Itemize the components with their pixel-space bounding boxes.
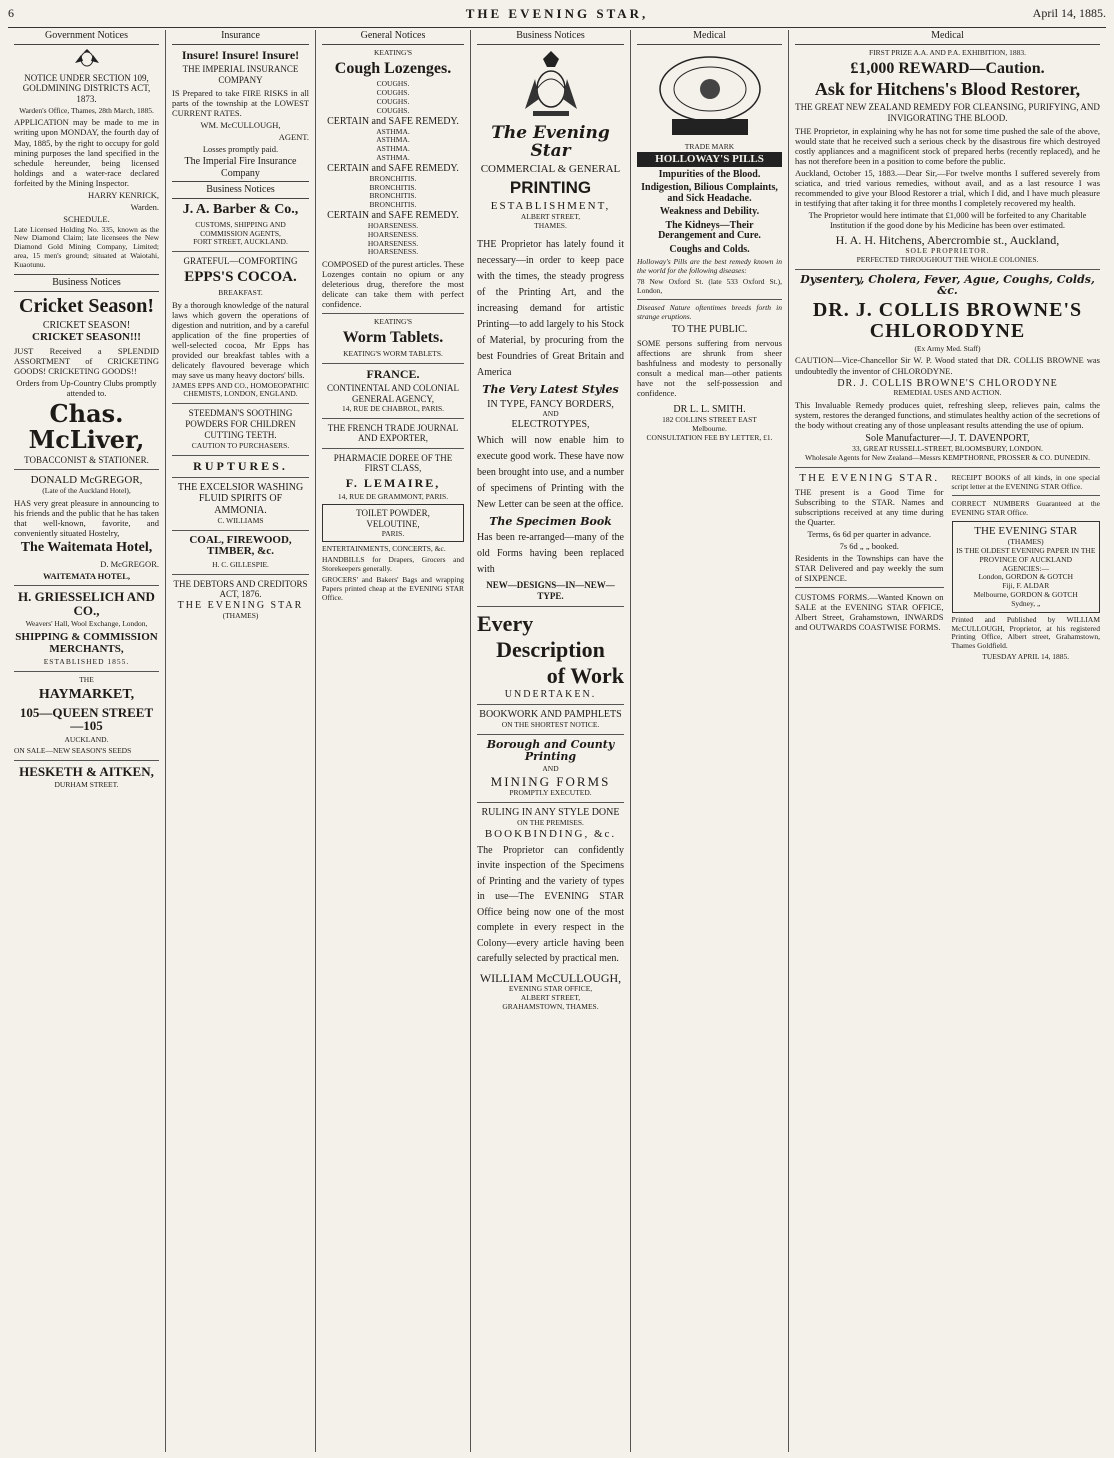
indigestion: Indigestion, Bilious Complaints, and Sick Headache. bbox=[641, 182, 778, 204]
divider bbox=[322, 418, 464, 419]
terms: Terms, 6s 6d per quarter in advance. bbox=[807, 528, 932, 539]
receipt-books: RECEIPT BOOKS of all kinds, in one special script letter at the EVENING STAR Office. bbox=[951, 472, 1100, 491]
chlorodyne-title-2: DR. J. COLLIS BROWNE'S CHLORODYNE bbox=[837, 377, 1058, 389]
specimen-body: Has been re-arranged—many of the old Forms having been replaced with bbox=[477, 532, 624, 576]
masthead-title: THE EVENING STAR, bbox=[465, 6, 649, 21]
waitemata-body: HAS very great pleasure in announcing to his friends and the public that he has taken that well-known, favorite, and conveniently situated Hostelry, bbox=[14, 498, 159, 539]
divider bbox=[172, 574, 309, 575]
gillespie: H. C. GILLESPIE. bbox=[212, 559, 269, 569]
trademark-label: TRADE MARK bbox=[684, 141, 735, 151]
griesselich-sub: Weavers' Hall, Wool Exchange, London, bbox=[25, 619, 148, 629]
star-box-2 bbox=[952, 521, 1101, 613]
undertaken: UNDERTAKEN. bbox=[504, 688, 597, 700]
royal-crest-icon bbox=[72, 49, 102, 69]
cricket-orders: Orders from Up-Country Clubs promptly attended to. bbox=[16, 378, 157, 399]
evening-star-thames: (THAMES) bbox=[222, 610, 259, 620]
divider bbox=[637, 299, 782, 300]
divider bbox=[322, 363, 464, 364]
notice-title: NOTICE UNDER SECTION 109, GOLDMINING DISTRICTS ACT, 1873. bbox=[22, 72, 151, 105]
diseased-quote: Diseased Nature oftentimes breeds forth in strange eruptions. bbox=[637, 303, 782, 322]
schedule-body: Late Licensed Holding No. 335, known as the New Diamond Claim; late licensees the New Diamond Gold Mining Company, Limited; area, 15 men's ground; situated at Waiotahi, Kuaotunu. bbox=[14, 224, 159, 269]
divider bbox=[952, 495, 1101, 496]
divider bbox=[322, 313, 464, 314]
bookbinding: BOOKBINDING, &c. bbox=[484, 827, 617, 840]
bookwork: BOOKWORK AND PAMPHLETS bbox=[479, 709, 622, 721]
barber-addr: FORT STREET, AUCKLAND. bbox=[193, 237, 288, 247]
printing-body: Which will now enable him to execute good work. These have now been brought into use, and a number of specimens of Printing with the New Letter can be seen at the office. bbox=[477, 434, 624, 510]
veloutine: VELOUTINE, bbox=[366, 519, 420, 530]
terms-booked: 7s 6d „ „ booked. bbox=[839, 540, 899, 551]
office-town: GRAHAMSTOWN, THAMES. bbox=[502, 1001, 599, 1011]
weakness: Weakness and Debility. bbox=[659, 206, 760, 218]
waitemata-sign: D. McGREGOR. bbox=[100, 559, 159, 570]
certain-remedy: CERTAIN and SAFE REMEDY. bbox=[327, 210, 459, 222]
cough-title: Cough Lozenges. bbox=[334, 59, 452, 77]
column-business-notices bbox=[471, 30, 631, 1452]
ruling: RULING IN ANY STYLE DONE bbox=[481, 807, 620, 819]
certain-remedy: CERTAIN and SAFE REMEDY. bbox=[327, 115, 459, 127]
latest-styles: The Very Latest Styles bbox=[482, 382, 619, 396]
entertainments: ENTERTAINMENTS, CONCERTS, &c. bbox=[322, 544, 446, 554]
manufacturer: Sole Manufacturer—J. T. DAVENPORT, bbox=[865, 433, 1030, 445]
on-premises: ON THE PREMISES. bbox=[517, 817, 584, 827]
masthead bbox=[8, 6, 1106, 28]
star-box2-title: THE EVENING STAR bbox=[974, 525, 1078, 538]
mining-forms: MINING FORMS bbox=[490, 773, 611, 789]
donald-title: DONALD McGREGOR, bbox=[30, 474, 143, 487]
chlorodyne-caution: CAUTION—Vice-Chancellor Sir W. P. Wood stated that DR. COLLIS BROWNE was undoubtedly the inventor of CHLORODYNE. bbox=[795, 355, 1100, 376]
asthma-item: ASTHMA. bbox=[376, 153, 410, 163]
promptly: PROMPTLY EXECUTED. bbox=[509, 788, 592, 798]
customs-forms: CUSTOMS FORMS.—Wanted Known on SALE at the EVENING STAR OFFICE, Albert Street, Grahamstown, INWARDS and OUTWARDS COASTWISE FORMS. bbox=[795, 591, 944, 632]
handbills: HANDBILLS for Drapers, Grocers and Storekeepers generally. bbox=[322, 555, 464, 574]
agent-role: AGENT. bbox=[278, 131, 309, 142]
impurities: Impurities of the Blood. bbox=[658, 168, 761, 180]
asthma-item: ASTHMA. bbox=[376, 135, 410, 145]
waitemata-title: The Waitemata Hotel, bbox=[20, 540, 153, 556]
cricket-sub2: CRICKET SEASON!!! bbox=[32, 331, 141, 344]
every: Every bbox=[477, 610, 534, 636]
column-header: Medical bbox=[795, 30, 1100, 45]
trade-journal: THE FRENCH TRADE JOURNAL AND EXPORTER, bbox=[327, 422, 459, 444]
divider bbox=[477, 606, 624, 607]
asthma-item: ASTHMA. bbox=[376, 126, 410, 136]
new-designs: NEW—DESIGNS—IN—NEW—TYPE. bbox=[486, 580, 615, 602]
epps-title: EPPS'S COCOA. bbox=[184, 268, 297, 285]
public-body: SOME persons suffering from nervous affections are shrunk from sheer bashfulness and modesty to personally consult a medical man—other patients have not the self-possession and confidence. bbox=[637, 337, 782, 399]
grateful: GRATEFUL—COMFORTING bbox=[183, 256, 298, 267]
agencies-label: AGENCIES:— bbox=[1002, 563, 1050, 573]
divider bbox=[172, 455, 309, 456]
france-title: FRANCE. bbox=[366, 366, 420, 381]
kidneys: The Kidneys—Their Derangement and Cure. bbox=[658, 219, 761, 242]
toilet-powder: TOILET POWDER, bbox=[356, 508, 430, 519]
business-header: Business Notices bbox=[172, 181, 309, 199]
manufacturer-address: 33, GREAT RUSSELL-STREET, BLOOMSBURY, LONDON. bbox=[852, 444, 1043, 453]
chlorodyne-staff: (Ex Army Med. Staff) bbox=[914, 343, 981, 353]
composed-body: COMPOSED of the purest articles. These Lozenges contain no opium or any deleterious drug, therefore the most delicate can take them with perfect confidence. bbox=[322, 259, 464, 310]
debtors-title: THE DEBTORS AND CREDITORS ACT, 1876. bbox=[173, 578, 308, 600]
hoarseness-item: HOARSENESS. bbox=[367, 220, 419, 230]
dysentery: Dysentery, Cholera, Fever, Ague, Coughs, Colds, &c. bbox=[800, 272, 1095, 298]
hoarseness-item: HOARSENESS. bbox=[367, 229, 419, 239]
divider bbox=[172, 251, 309, 252]
cough-item: COUGHS. bbox=[376, 88, 410, 98]
doctor-address: 182 COLLINS STREET EAST bbox=[662, 414, 757, 424]
divider bbox=[172, 530, 309, 531]
shortest-notice: ON THE SHORTEST NOTICE. bbox=[501, 720, 600, 730]
establishment: ESTABLISHMENT, bbox=[490, 200, 611, 213]
breakfast: BREAKFAST. bbox=[218, 287, 263, 297]
column-insurance bbox=[166, 30, 316, 1452]
mcliver-sub: TOBACCONIST & STATIONER. bbox=[24, 454, 149, 465]
hoarseness-item: HOARSENESS. bbox=[367, 238, 419, 248]
column-government-notices bbox=[8, 30, 166, 1452]
waitemata-hotel: WAITEMATA HOTEL, bbox=[42, 571, 131, 582]
type-borders: IN TYPE, FANCY BORDERS, bbox=[487, 398, 614, 410]
excelsior-maker: C. WILLIAMS bbox=[217, 515, 264, 525]
wardens-office: Warden's Office, Thames, 28th March, 1885. bbox=[19, 105, 154, 115]
asthma-item: ASTHMA. bbox=[376, 144, 410, 154]
bottom-right-ads bbox=[952, 472, 1101, 664]
oldest-paper: IS THE OLDEST EVENING PAPER IN THE PROVINCE OF AUCKLAND bbox=[956, 545, 1096, 564]
signature-role: Warden. bbox=[130, 201, 159, 212]
column-medical bbox=[631, 30, 789, 1452]
barber-title: J. A. Barber & Co., bbox=[182, 202, 299, 218]
hoarseness-item: HOARSENESS. bbox=[367, 247, 419, 257]
consultation-fee: CONSULTATION FEE BY LETTER, £1. bbox=[646, 432, 773, 442]
griesselich-title: H. GRIESSELICH AND CO., bbox=[18, 589, 155, 618]
office-street: ALBERT STREET, bbox=[520, 992, 581, 1002]
haymarket-pre: THE bbox=[79, 675, 94, 685]
veloutine-box bbox=[322, 504, 464, 542]
agency-melbourne: Melbourne, GORDON & GOTCH bbox=[973, 590, 1078, 600]
shipping-title: SHIPPING & COMMISSION MERCHANTS, bbox=[15, 631, 158, 655]
column-header: Government Notices bbox=[14, 30, 159, 45]
column-header: General Notices bbox=[322, 30, 464, 45]
restorer-testimonial: Auckland, October 15, 1883.—Dear Sir,—For twelve months I suffered severely from sciatica, and tried various remedies, without avail, and as a last resource I was recommended to give your Blood Restorer a trial, which I did, and I have much pleasure in testifying that after taking it for three months I completely recovered my health. bbox=[795, 167, 1100, 208]
bronchitis-item: BRONCHITIS. bbox=[369, 200, 417, 210]
divider bbox=[172, 477, 309, 478]
correct-numbers: CORRECT NUMBERS Guaranteed at the EVENING STAR Office. bbox=[951, 499, 1100, 518]
agency-sydney: Sydney, „ bbox=[1011, 598, 1041, 608]
masthead-page-number: 6 bbox=[8, 6, 14, 20]
worm-sub: KEATING'S WORM TABLETS. bbox=[343, 349, 443, 359]
notice-body: APPLICATION may be made to me in writing upon MONDAY, the fourth day of May, 1885, by the right to occupy for gold mining purposes the land specified in the schedule hereunder, being licensed holdings and a water-race declared forfeited by the Mining Inspector. bbox=[14, 117, 159, 188]
evening-star-name: The Evening Star bbox=[491, 122, 610, 161]
electrotypes: ELECTROTYPES, bbox=[511, 419, 590, 431]
steedman-caution: CAUTION TO PURCHASERS. bbox=[191, 441, 290, 451]
printing: PRINTING bbox=[509, 178, 592, 198]
issue-date: TUESDAY APRIL 14, 1885. bbox=[982, 652, 1070, 662]
divider bbox=[14, 469, 159, 470]
oxford-address: 78 New Oxford St. (late 533 Oxford St.), London, bbox=[637, 276, 782, 295]
royal-arms-icon bbox=[521, 49, 581, 121]
restorer-title: Ask for Hitchens's Blood Restorer, bbox=[814, 79, 1081, 100]
divider bbox=[14, 760, 159, 761]
column-header: Insurance bbox=[172, 30, 309, 45]
divider bbox=[795, 269, 1100, 270]
continental-title: CONTINENTAL AND COLONIAL GENERAL AGENCY, bbox=[327, 383, 459, 405]
and-text: AND bbox=[542, 409, 559, 419]
losses: Losses promptly paid. bbox=[202, 143, 279, 154]
printed-by: Printed and Published by WILLIAM McCULLOUGH, Proprietor, at his registered Printing Office, Albert street, Grahamstown, Thames Goldfield. bbox=[951, 614, 1100, 651]
divider bbox=[795, 467, 1100, 468]
cough-item: COUGHS. bbox=[376, 97, 410, 107]
doctor-city: Melbourne. bbox=[692, 423, 727, 433]
worm-title: Worm Tablets. bbox=[342, 329, 444, 347]
office-name: EVENING STAR OFFICE, bbox=[508, 983, 593, 993]
columns bbox=[8, 30, 1106, 1452]
column-medical-right bbox=[789, 30, 1106, 1452]
closing-body: The Proprietor can confidently invite inspection of the Specimens of Printing and the variety of types in use—The EVENING STAR Office being now one of the most complete in every respect in the Colony—every article having been carefully selected by practical men. bbox=[477, 844, 624, 965]
masthead-date: April 14, 1885. bbox=[1032, 6, 1106, 20]
donald-sub: (Late of the Auckland Hotel), bbox=[42, 486, 131, 496]
grocers: GROCERS' and Bakers' Bags and wrapping Papers printed cheap at the EVENING STAR Office. bbox=[322, 575, 464, 602]
star-box-body: THE present is a Good Time for Subscribing to the STAR. Names and subscriptions received at any time during the Quarter. bbox=[795, 486, 944, 527]
epps-body: By a thorough knowledge of the natural laws which govern the operations of digestion and nutrition, and by a careful application of the fine properties of well-selected cocoa, Mr Epps has provided our breakfast tables with a delicately flavoured beverage which may save us many heavy doctors' bills. bbox=[172, 299, 309, 380]
pharmacie-title: PHARMACIE DOREE OF THE FIRST CLASS, bbox=[333, 452, 453, 474]
steedman-title: STEEDMAN'S SOOTHING POWDERS FOR CHILDREN CUTTING TEETH. bbox=[185, 408, 296, 440]
sole-proprietor: SOLE PROPRIETOR. bbox=[905, 245, 990, 255]
description: Description bbox=[496, 636, 605, 662]
cough-item: COUGHS. bbox=[376, 105, 410, 115]
divider bbox=[172, 403, 309, 404]
lemaire-title: F. LEMAIRE, bbox=[345, 475, 441, 490]
keatings-label: KEATING'S bbox=[373, 47, 413, 57]
agent-name: WM. McCULLOUGH, bbox=[200, 119, 281, 130]
haymarket-city: AUCKLAND. bbox=[64, 734, 109, 744]
insure-title: Insure! Insure! Insure! bbox=[181, 47, 300, 62]
column-header: Business Notices bbox=[477, 30, 624, 45]
imperial-body: IS Prepared to take FIRE RISKS in all parts of the township at the LOWEST CURRENT RATES. bbox=[172, 87, 309, 118]
evening-star-title: THE EVENING STAR bbox=[177, 599, 304, 611]
james-epps: JAMES EPPS AND CO., HOMOEOPATHIC CHEMISTS, LONDON, ENGLAND. bbox=[172, 380, 309, 399]
bottom-left-ads bbox=[795, 472, 944, 664]
holloway-pills: HOLLOWAY'S PILLS bbox=[637, 152, 782, 167]
hesketh-addr: DURHAM STREET. bbox=[54, 780, 119, 790]
seeds-notice: ON SALE—NEW SEASON'S SEEDS bbox=[14, 745, 132, 755]
excelsior-title: THE EXCELSIOR WASHING FLUID SPIRITS OF AMMONIA. bbox=[177, 481, 304, 517]
continental-addr: 14, RUE DE CHABROL, PARIS. bbox=[341, 403, 445, 413]
owner-name: WILLIAM McCULLOUGH, bbox=[479, 970, 622, 985]
proprietor-note: The Proprietor would here intimate that £1,000 will be forfeited to any Charitable Institution if the good done by his Medicine has been over estimated. bbox=[808, 209, 1087, 230]
business-header: Business Notices bbox=[14, 274, 159, 292]
divider bbox=[795, 587, 944, 588]
restorer-body: THE Proprietor, in explaining why he has not for some time pushed the sale of the above, would state that he received such a serious check by the disastrous fire which destroyed costly appliances and a magnificent stock of prepared herbs (recently replaced), and he has not therefore been in a position to come before the public. bbox=[795, 125, 1100, 166]
chlorodyne-title: DR. J. COLLIS BROWNE'S CHLORODYNE bbox=[812, 298, 1083, 342]
established: ESTABLISHED 1855. bbox=[43, 657, 130, 667]
cricket-title: Cricket Season! bbox=[19, 294, 154, 317]
restorer-sub: THE GREAT NEW ZEALAND REMEDY FOR CLEANSING, PURIFYING, AND INVIGORATING THE BLOOD. bbox=[795, 102, 1100, 123]
star-box-title: THE EVENING STAR. bbox=[799, 471, 940, 484]
thames: THAMES. bbox=[534, 221, 567, 231]
perfected: PERFECTED THROUGHOUT THE WHOLE COLONIES. bbox=[856, 254, 1039, 264]
bottom-ads bbox=[795, 472, 1100, 664]
reward-title: £1,000 REWARD—Caution. bbox=[850, 59, 1045, 77]
divider bbox=[14, 671, 159, 672]
printing-intro: THE Proprietor has lately found it necessary—in order to keep pace with the times, the steady progress of the Printing Art, and the increasing demand for artistic Printing—to add largely to his Stock of Material, by procuring from the best Foundries of Great Britain and America bbox=[477, 238, 624, 378]
holloway-note: Holloway's Pills are the best remedy known in the world for the following diseases: bbox=[637, 257, 782, 275]
cricket-sub: CRICKET SEASON! bbox=[42, 319, 131, 331]
chlorodyne-body: This Invaluable Remedy produces quiet, refreshing sleep, relieves pain, calms the system, restores the deranged functions, and stimulates healthy action of the secretions of the body without creating any of those unpleasant results attending the use of opium. bbox=[795, 400, 1100, 431]
borough-printing: Borough and County Printing bbox=[486, 738, 615, 763]
coughs: Coughs and Colds. bbox=[669, 243, 750, 255]
of-work: of Work bbox=[546, 662, 624, 688]
barber-sub: CUSTOMS, SHIPPING AND COMMISSION AGENTS, bbox=[195, 219, 286, 238]
public-title: TO THE PUBLIC. bbox=[671, 324, 748, 336]
divider bbox=[477, 734, 624, 735]
divider bbox=[477, 704, 624, 705]
agency-fiji: Fiji, F. ALDAR bbox=[1002, 581, 1050, 591]
bronchitis-item: BRONCHITIS. bbox=[369, 173, 417, 183]
coal-title: COAL, FIREWOOD, TIMBER, &c. bbox=[189, 533, 292, 558]
prize-line: FIRST PRIZE A.A. AND P.A. EXHIBITION, 1883. bbox=[869, 47, 1026, 57]
remedial-uses: REMEDIAL USES AND ACTION. bbox=[893, 388, 1002, 398]
agency-london: London, GORDON & GOTCH bbox=[978, 572, 1074, 582]
mcliver-title: Chas. McLiver, bbox=[28, 399, 145, 454]
doctor-name: DR L. L. SMITH. bbox=[673, 404, 746, 416]
nz-agents: Wholesale Agents for New Zealand—Messrs KEMPTHORNE, PROSSER & CO. DUNEDIN. bbox=[805, 452, 1090, 462]
schedule-title: SCHEDULE. bbox=[63, 213, 110, 224]
hitchens-name: H. A. H. Hitchens, Abercrombie st., Auckland, bbox=[835, 232, 1060, 247]
column-general-notices bbox=[316, 30, 471, 1452]
cough-item: COUGHS. bbox=[376, 79, 410, 89]
hesketh-title: HESKETH & AITKEN, bbox=[19, 763, 154, 779]
haymarket-title: HAYMARKET, bbox=[38, 686, 135, 702]
imperial-fire: The Imperial Fire Insurance Company bbox=[184, 155, 297, 179]
certain-remedy: CERTAIN and SAFE REMEDY. bbox=[327, 162, 459, 174]
commercial: COMMERCIAL & GENERAL bbox=[480, 163, 621, 176]
divider bbox=[322, 448, 464, 449]
residents: Residents in the Townships can have the STAR Delivered and pay weekly the sum of SIXPENCE. bbox=[795, 552, 944, 583]
column-header: Medical bbox=[637, 30, 782, 45]
cricket-body: JUST Received a SPLENDID ASSORTMENT of CRICKETING GOODS! CRICKETING GOODS!! bbox=[14, 346, 159, 377]
lemaire-addr: 14, RUE DE GRAMMONT, PARIS. bbox=[337, 491, 449, 501]
haymarket-address: 105—QUEEN STREET—105 bbox=[19, 704, 154, 734]
bronchitis-item: BRONCHITIS. bbox=[369, 191, 417, 201]
divider bbox=[14, 585, 159, 586]
star-box2-thames: (THAMES) bbox=[1007, 537, 1044, 547]
divider bbox=[477, 802, 624, 803]
holloway-trademark-icon bbox=[650, 49, 770, 139]
specimen-title: The Specimen Book bbox=[489, 514, 612, 528]
keatings-label: KEATING'S bbox=[373, 317, 413, 327]
bronchitis-item: BRONCHITIS. bbox=[369, 182, 417, 192]
veloutine-city: PARIS. bbox=[381, 528, 405, 538]
albert-street: ALBERT STREET, bbox=[520, 212, 581, 222]
imperial-title: THE IMPERIAL INSURANCE COMPANY bbox=[182, 64, 299, 85]
signature: HARRY KENRICK, bbox=[88, 189, 159, 200]
and-text: AND bbox=[542, 764, 559, 774]
ruptures-title: RUPTURES. bbox=[193, 459, 288, 473]
